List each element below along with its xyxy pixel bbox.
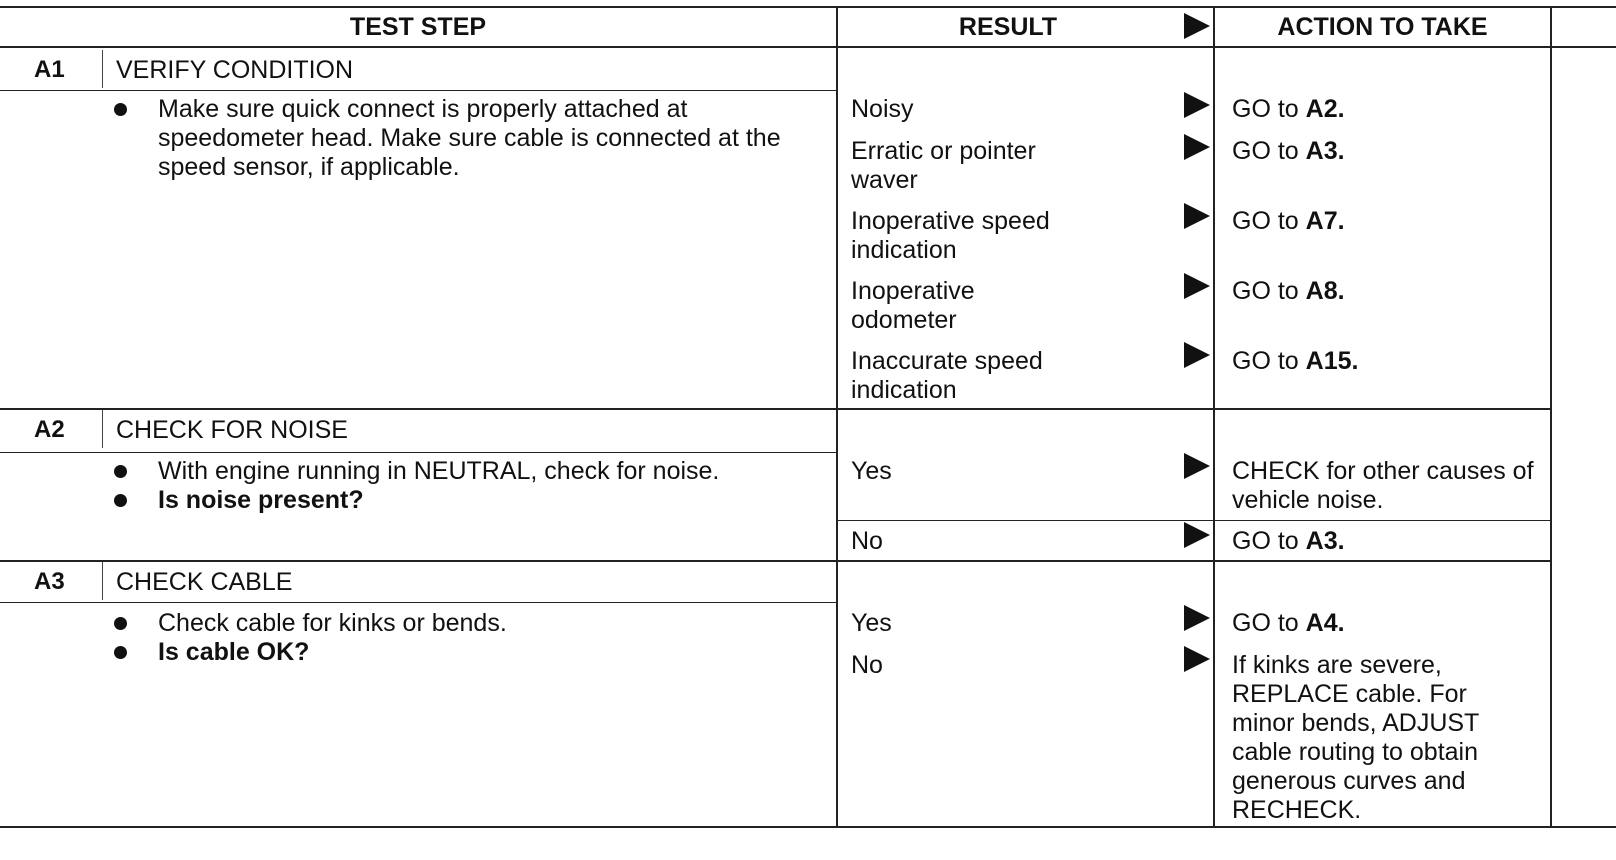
step-id-divider	[102, 410, 103, 448]
step-title: VERIFY CONDITION	[116, 56, 354, 84]
step-instruction: With engine running in NEUTRAL, check for noise.	[158, 457, 720, 485]
result-label: Inaccurate speed indication	[851, 347, 1043, 404]
action-text: GO to A2.	[1232, 95, 1345, 123]
arrow-icon	[1184, 92, 1210, 118]
result-label: Noisy	[851, 95, 914, 123]
result-label: Erratic or pointer waver	[851, 137, 1036, 194]
arrow-icon	[1184, 134, 1210, 160]
action-text: GO to A15.	[1232, 347, 1359, 375]
step-title: CHECK CABLE	[116, 568, 293, 596]
header-action: ACTION TO TAKE	[1277, 13, 1488, 41]
step-instruction: Check cable for kinks or bends.	[158, 609, 507, 637]
step-title: CHECK FOR NOISE	[116, 416, 348, 444]
step-id-divider	[102, 562, 103, 600]
result-label: Inoperative speed indication	[851, 207, 1050, 264]
step-title-underline	[0, 452, 838, 453]
step-question: Is noise present?	[158, 486, 364, 514]
bullet-icon	[114, 465, 127, 478]
arrow-icon	[1184, 522, 1210, 548]
row-divider	[0, 560, 1552, 562]
arrow-icon	[1184, 605, 1210, 631]
right-border	[1550, 6, 1552, 828]
action-text: GO to A3.	[1232, 527, 1345, 555]
step-id: A3	[34, 568, 65, 595]
action-text: GO to A4.	[1232, 609, 1345, 637]
header-bottom-border	[0, 46, 1616, 48]
bullet-icon	[114, 103, 127, 116]
step-title-underline	[0, 602, 838, 603]
result-divider	[837, 520, 1552, 521]
action-text: GO to A8.	[1232, 277, 1345, 305]
arrow-icon	[1184, 273, 1210, 299]
row-divider	[0, 408, 1552, 410]
header-arrow-icon	[1184, 13, 1210, 39]
arrow-icon	[1184, 342, 1210, 368]
result-label: Yes	[851, 457, 892, 485]
step-title-underline	[0, 90, 838, 91]
arrow-icon	[1184, 453, 1210, 479]
arrow-icon	[1184, 646, 1210, 672]
action-text: GO to A7.	[1232, 207, 1345, 235]
col-divider-result	[836, 6, 838, 828]
step-question: Is cable OK?	[158, 638, 310, 666]
result-label: Yes	[851, 609, 892, 637]
step-instruction: Make sure quick connect is properly attached at speedometer head. Make sure cable is connected at the speed sensor, if applicable.	[158, 95, 781, 181]
step-id-divider	[102, 50, 103, 88]
col-divider-action	[1213, 6, 1215, 828]
action-text: If kinks are severe, REPLACE cable. For minor bends, ADJUST cable routing to obtain generous curves and RECHECK.	[1232, 651, 1479, 824]
bullet-icon	[114, 617, 127, 630]
bullet-icon	[114, 494, 127, 507]
table-top-border	[0, 6, 1616, 8]
result-label: Inoperative odometer	[851, 277, 975, 334]
arrow-icon	[1184, 203, 1210, 229]
result-label: No	[851, 651, 883, 679]
header-result: RESULT	[958, 13, 1058, 41]
table-bottom-border	[0, 826, 1616, 828]
header-test-step: TEST STEP	[349, 13, 487, 41]
action-text: CHECK for other causes of vehicle noise.	[1232, 457, 1534, 514]
result-label: No	[851, 527, 883, 555]
action-text: GO to A3.	[1232, 137, 1345, 165]
step-id: A1	[34, 56, 65, 83]
bullet-icon	[114, 646, 127, 659]
step-id: A2	[34, 416, 65, 443]
